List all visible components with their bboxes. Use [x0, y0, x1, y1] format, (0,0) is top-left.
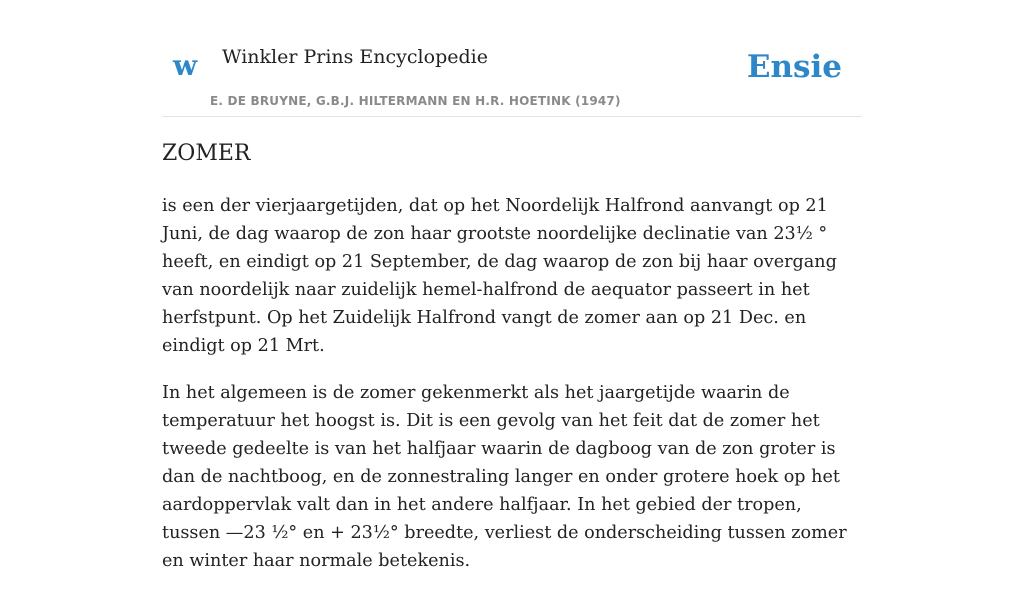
- book-title[interactable]: Winkler Prins Encyclopedie: [222, 46, 488, 68]
- ensie-logo-link[interactable]: Ensie: [746, 49, 842, 85]
- entry-body: [162, 192, 862, 594]
- header: [162, 0, 862, 117]
- book-authors: E. DE BRUYNE, G.B.J. HILTERMANN EN H.R. HOETINK (1947): [210, 94, 621, 108]
- entry-paragraph: In het algemeen is de zomer gekenmerkt als het jaargetijde waarin de temperatuur het hoogst is. Dit is een gevolg van het feit dat de zomer het tweede gedeelte is van het halfjaar waarin de dagboog van de zon groter is dan de nachtboog, en de zonnestraling langer en onder grotere hoek op het aardoppervlak valt dan in het andere halfjaar. In het gebied der tropen, tussen —23 ½° en + 23½° breedte, verliest de onderscheiding tussen zomer en winter haar normale betekenis.: [162, 383, 847, 571]
- winkler-prins-logo[interactable]: w: [173, 49, 198, 82]
- entry-paragraph: is een der vierjaargetijden, dat op het Noordelijk Halfrond aanvangt op 21 Juni, de dag waarop de zon haar grootste noordelijke declinatie van 23½ ° heeft, en eindigt op 21 September, de dag waarop de zon bij haar overgang van noordelijk naar zuidelijk hemel-halfrond de aequator passeert in het herfstpunt. Op het Zuidelijk Halfrond vangt de zomer aan op 21 Dec. en eindigt op 21 Mrt.: [162, 196, 837, 356]
- entry-title: ZOMER: [162, 141, 251, 166]
